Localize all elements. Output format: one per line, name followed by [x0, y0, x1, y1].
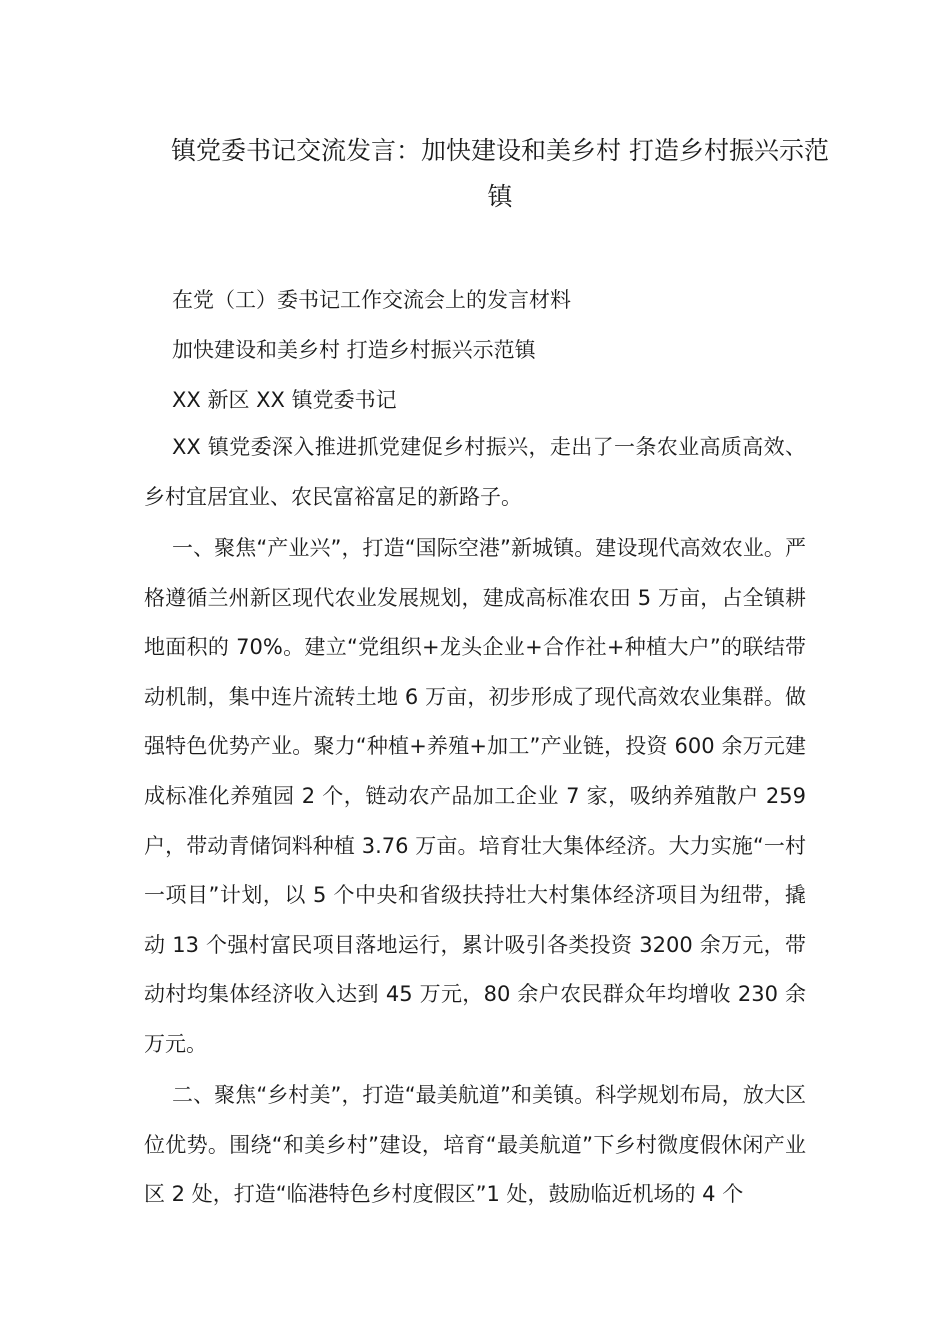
- meeting-subtitle: 在党（工）委书记工作交流会上的发言材料: [172, 288, 571, 312]
- speaker-line: XX 新区 XX 镇党委书记: [172, 388, 397, 412]
- document-title: 镇党委书记交流发言：加快建设和美乡村 打造乡村振兴示范镇: [171, 136, 829, 211]
- paragraph-section-2: 二、聚焦“乡村美”，打造“最美航道”和美镇。科学规划布局，放大区位优势。围绕“和美乡村”建设，培育“最美航道”下乡村微度假休闲产业区 2 处，打造“临港特色乡村度假区”1 处，鼓励临近机场的 4 个: [144, 1083, 806, 1207]
- speech-title: 加快建设和美乡村 打造乡村振兴示范镇: [172, 338, 536, 362]
- paragraph-section-1: 一、聚焦“产业兴”，打造“国际空港”新城镇。建设现代高效农业。严格遵循兰州新区现代农业发展规划，建成高标准农田 5 万亩，占全镇耕地面积的 70%。建立“党组织+龙头企业+合作社+种植大户”的联结带动机制，集中连片流转土地 6 万亩，初步形成了现代高效农业集群。做强特色优势产业。聚力“种植+养殖+加工”产业链，投资 600 余万元建成标准化养殖园 2 个，链动农产品加工企业 7 家，吸纳养殖散户 259 户，带动青储饲料种植 3.76 万亩。培育壮大集体经济。大力实施“一村一项目”计划，以 5 个中央和省级扶持壮大村集体经济项目为纽带，撬动 13 个强村富民项目落地运行，累计吸引各类投资 3200 余万元，带动村均集体经济收入达到 45 万元，80 余户农民群众年均增收 230 余万元。: [144, 536, 806, 1056]
- paragraph-intro: XX 镇党委深入推进抓党建促乡村振兴，走出了一条农业高质高效、乡村宜居宜业、农民富裕富足的新路子。: [144, 435, 806, 509]
